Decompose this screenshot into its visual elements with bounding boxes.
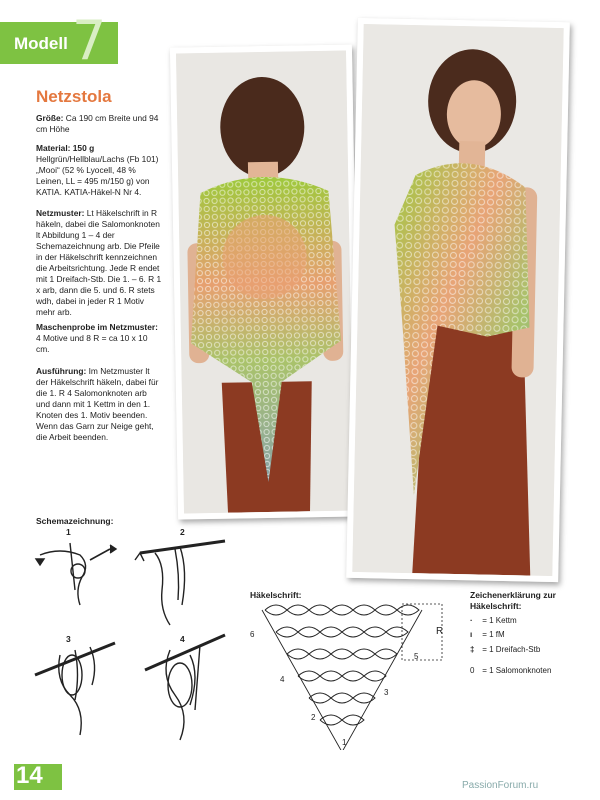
legend-row-salomonknoten [470,666,551,675]
row-label-2: 2 [311,713,316,722]
salomon-knot [298,627,320,637]
photo-front-illustration [352,24,563,576]
salomon-knot [265,605,287,615]
salomon-knot [331,649,353,659]
section-ausfuehrung [36,366,162,443]
salomon-knot [320,715,342,725]
page-title: Netzstola [36,87,112,106]
salomon-knot [375,649,397,659]
photo-back-illustration [176,51,354,514]
salomon-knot [309,605,331,615]
row-label-1: 1 [342,738,347,747]
legend-text-fm: = 1 fM [482,630,505,639]
salomon-knot [353,605,375,615]
haekelschrift-title: Häkelschrift: [250,590,302,600]
watermark: PassionForum.ru [462,780,539,791]
schema-drawings [30,535,240,750]
salomon-knot [342,671,364,681]
page-number: 14 [16,762,43,789]
salomon-knot [386,627,408,637]
legend-row-kettm [470,616,517,625]
netzmuster-label: Netzmuster: [36,208,85,218]
schema-step-3-label: 3 [66,634,71,644]
repeat-label: R [436,626,444,637]
row-label-6: 6 [250,630,255,639]
haekelschrift-chart [246,600,452,750]
salomon-knot [342,627,364,637]
salomon-knot [375,605,397,615]
row-label-5: 5 [414,652,419,661]
legend-symbol-fm: ı [470,630,473,639]
section-maschenprobe [36,322,162,355]
salomon-knot [331,605,353,615]
schema-step-1-drawing [36,543,116,605]
ausfuehrung-text: Im Netzmuster lt der Häkelschrift häkeln, dabei für die 1. R 4 Salomonknoten arb und dann mit 1 Kettm in den 1. Knoten des 1. Motiv beenden. Wenn das Garn zur Neige geht, die Arbeit beenden. [36,366,159,442]
section-material [36,143,162,198]
groesse-text: Ca 190 cm Breite und 94 cm Höhe [36,113,159,134]
salomon-knot [331,693,353,703]
legend-text-salomonknoten: = 1 Salomonknoten [482,666,552,675]
section-groesse [36,113,162,135]
salomon-knot [287,605,309,615]
salomon-knot [397,605,419,615]
legend-text-dreifach-stb: = 1 Dreifach-Stb [482,645,541,654]
maschenprobe-text: 4 Motive und 8 R = ca 10 x 10 cm. [36,333,148,354]
chart-outline [262,610,422,750]
material-label: Material: 150 g [36,143,95,153]
schema-step-4-drawing [145,635,225,740]
legend-row-fm [470,630,505,639]
salomon-knot [320,671,342,681]
row-label-4: 4 [280,675,285,684]
salomon-knot [353,649,375,659]
legend-symbol-kettm: · [470,616,473,625]
schema-step-3-drawing [35,643,115,735]
modell-number: 7 [72,9,107,72]
salomon-knot [320,627,342,637]
schema-step-4-label: 4 [180,634,185,644]
salomon-knot [276,627,298,637]
salomon-knot [309,693,331,703]
salomon-knot [342,715,364,725]
schema-step-2-drawing [135,541,225,625]
schema-title: Schemazeichnung: [36,516,114,526]
section-netzmuster [36,208,162,318]
maschenprobe-label: Maschenprobe im Netzmuster: [36,322,158,332]
row-label-3: 3 [384,688,389,697]
schema-step-1-label: 1 [66,527,71,537]
netzmuster-text: Lt Häkelschrift in R häkeln, dabei die Salomonknoten lt Abbildung 1 – 4 der Schemazeichnung arb. Die Pfeile in der Häkelschrift kennzeichnen die Arbeitsrichtung. Jede R endet mit 1 Dreifach-Stb. Die 1. – 6. R 1 x arb, dann die 5. und 6. R stets wdh, dabei in jeder R 1 Motiv mehr arb. [36,208,162,317]
schema-step-2-label: 2 [180,527,185,537]
legend-row-dreifach-stb [470,645,540,654]
photo-back-view [170,44,360,519]
modell-label: Modell [14,34,68,53]
salomon-knot [287,649,309,659]
ausfuehrung-label: Ausführung: [36,366,87,376]
groesse-label: Größe: [36,113,64,123]
salomon-knot [309,649,331,659]
legend-title: Zeichenerklärung zur Häkelschrift: [470,590,556,611]
legend-text-kettm: = 1 Kettm [482,616,517,625]
legend-symbol-salomonknoten: 0 [470,666,475,675]
salomon-knot [353,693,375,703]
material-text: Hellgrün/Hellblau/Lachs (Fb 101) „Mooi“ (52 % Lyocell, 48 % Leinen, LL = 495 m/150 g) von KATIA. KATIA-Häkel-N Nr 4. [36,154,159,197]
salomon-knot [364,627,386,637]
legend-symbol-dreifach-stb: ‡ [470,645,475,654]
photo-front-view [346,18,570,582]
